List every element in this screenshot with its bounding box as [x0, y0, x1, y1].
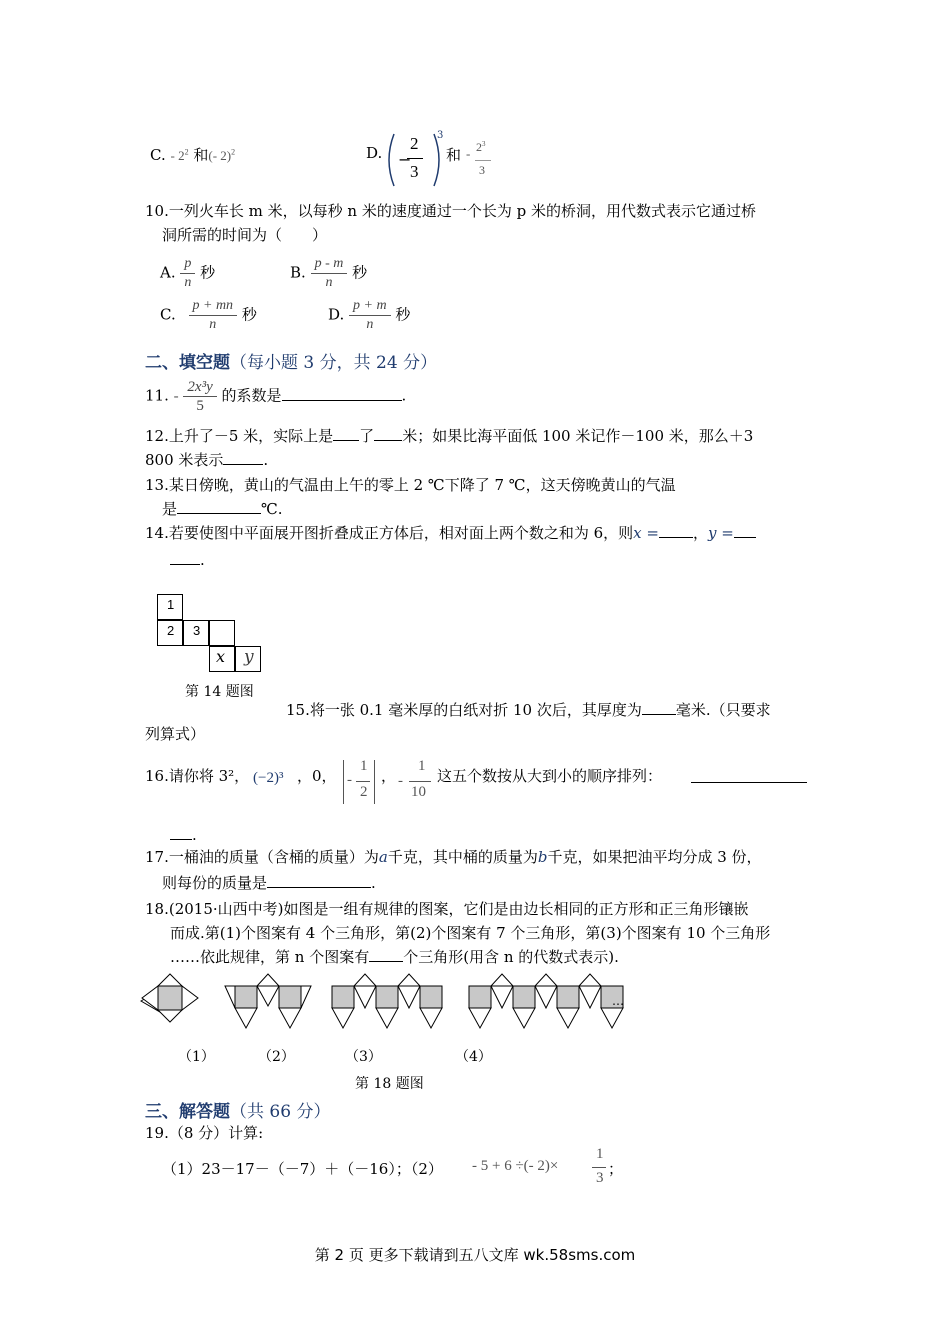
answer-blank[interactable] [223, 450, 263, 465]
frac-bar [475, 160, 491, 161]
section-title: 二、填空题 [145, 353, 230, 373]
figure-caption: 第 18 题图 [355, 1076, 424, 1092]
figure-caption: 第 14 题图 [185, 684, 254, 700]
minus-sign: - [173, 388, 179, 405]
a-variable: a [378, 848, 388, 866]
answer-blank[interactable] [170, 550, 200, 565]
net-cell-3: 3 [183, 620, 209, 646]
q10-option-a [160, 255, 215, 292]
minus-sign: - [398, 773, 403, 789]
question-text: （1）23－17－（－7）＋（－16）；（2） [162, 1160, 443, 1178]
fraction: $\frac{p - m}{n}$ [311, 255, 348, 292]
q15-line1 [286, 699, 771, 721]
section-title: 三、解答题 [145, 1102, 230, 1122]
option-label: C. [160, 305, 176, 324]
answer-blank[interactable] [691, 768, 807, 783]
q16-line2 [170, 824, 197, 846]
question-text: 千克，其中桶的质量为 [387, 848, 538, 866]
answer-blank[interactable] [374, 426, 402, 441]
period: . [263, 451, 269, 469]
q12-line2 [145, 449, 268, 471]
q10-option-b [290, 255, 367, 292]
period: . [200, 551, 205, 569]
q10-line2: 洞所需的时间为（ ） [162, 226, 328, 244]
answer-blank[interactable] [369, 947, 403, 962]
question-text: 毫米.（只要求 [675, 701, 771, 719]
period: . [401, 386, 407, 405]
frac-num: 1 [596, 1146, 604, 1162]
minus-sign: - [466, 146, 471, 161]
frac-den: 3 [596, 1170, 604, 1186]
b-variable: b [537, 848, 548, 866]
net-cell-y: y [235, 646, 261, 672]
frac-num: 1 [418, 758, 426, 774]
q17-line2 [162, 872, 376, 894]
question-text: ℃. [261, 500, 283, 518]
net-cell-1: 1 [157, 594, 183, 620]
semicolon: ； [608, 1160, 624, 1178]
page-footer [0, 1244, 950, 1265]
frac-num: 1 [360, 758, 368, 774]
q19-head: 19.（8 分）计算: [145, 1124, 264, 1142]
minus-sign: − [398, 150, 412, 169]
question-text: ……依此规律，第 n 个图案有 [170, 948, 370, 966]
footer-link[interactable]: wk.58sms.com [523, 1246, 636, 1264]
question-text: 800 米表示 [145, 451, 224, 469]
frac-den: 2 [360, 784, 368, 800]
answer-blank[interactable] [267, 873, 371, 888]
unit-text: 秒 [200, 263, 216, 282]
power-expr: (−2)³ [253, 770, 284, 786]
frac-bar [356, 781, 370, 782]
answer-blank[interactable] [333, 426, 359, 441]
ellipsis: … [612, 994, 624, 1008]
question-text: 的系数是 [221, 386, 282, 405]
and-text: 和 [446, 146, 462, 164]
question-text: 了 [359, 427, 375, 445]
frac-num: 2 [410, 134, 419, 153]
option-label: D. [366, 144, 383, 162]
q14-line1 [145, 522, 756, 544]
pattern-2 [225, 974, 311, 1028]
period: . [192, 826, 197, 844]
q10-option-d [328, 297, 410, 334]
pattern-label-2: （2） [258, 1049, 295, 1065]
unit-text: 秒 [395, 305, 411, 324]
period: . [371, 874, 376, 892]
question-text: 16.请你将 3²， [145, 767, 250, 785]
fraction: $\frac{p + m}{n}$ [349, 297, 391, 334]
math-expr: (- 2)$^2$ [208, 147, 236, 163]
pattern-label-1: （1） [178, 1049, 215, 1065]
fraction: $\frac{p + mn}{n}$ [189, 297, 238, 334]
net-cell-2: 2 [157, 620, 183, 646]
pattern-label-3: （3） [345, 1049, 382, 1065]
option-label: C. [150, 146, 166, 164]
fraction: $\frac{\text{2x³y}}{5}$ [183, 378, 216, 415]
question-text: 17.一桶油的质量（含桶的质量）为 [145, 848, 379, 866]
option-label: A. [160, 263, 176, 282]
q14-line2 [170, 549, 205, 571]
section-heading [145, 1097, 330, 1122]
frac-num: $2^3$ [476, 140, 486, 154]
question-text: 12.上升了－5 米，实际上是 [145, 427, 334, 445]
q18-line3 [170, 946, 619, 968]
question-text: 15.将一张 0.1 毫米厚的白纸对折 10 次后，其厚度为 [286, 701, 642, 719]
q11 [145, 378, 406, 415]
y-variable: y = [707, 524, 734, 542]
section-note: （每小题 3 分，共 24 分） [230, 353, 438, 373]
section-note: （共 66 分） [230, 1102, 331, 1122]
pattern-3 [332, 974, 442, 1028]
q12-line1 [145, 425, 753, 447]
option-label: B. [290, 263, 306, 282]
minus-sign: - [347, 772, 352, 788]
question-text: 个三角形(用含 n 的代数式表示). [403, 948, 619, 966]
q18-line1: 18.(2015·山西中考)如图是一组有规律的图案，它们是由边长相同的正方形和正三角形镶嵌 [145, 900, 749, 918]
question-text: 这五个数按从大到小的顺序排列： [437, 767, 663, 785]
frac-den: 3 [410, 162, 419, 181]
unit-text: 秒 [241, 305, 257, 324]
answer-blank[interactable] [282, 386, 402, 401]
pattern-label-4: （4） [455, 1049, 492, 1065]
frac-bar [409, 781, 431, 782]
and-text: 和 [193, 146, 209, 164]
abs-bar-right [374, 760, 375, 804]
question-text: 14.若要使图中平面展开图折叠成正方体后，相对面上两个数之和为 6，则 [145, 524, 634, 542]
question-text: ，0， [297, 767, 337, 785]
frac-bar [407, 158, 423, 159]
pattern-figure [140, 972, 640, 1034]
question-number: 11. [145, 386, 169, 405]
q9-option-c [150, 144, 235, 165]
fraction: $\frac{p}{n}$ [180, 255, 195, 292]
math-expr: - 5 + 6 ÷(- 2)× [472, 1158, 559, 1174]
question-text: 千克，如果把油平均分成 3 份， [547, 848, 762, 866]
q13-line1: 13.某日傍晚，黄山的气温由上午的零上 2 ℃下降了 7 ℃，这天傍晚黄山的气温 [145, 476, 676, 494]
q13-line2 [162, 498, 283, 520]
answer-blank[interactable] [170, 825, 192, 840]
q10-option-c [160, 297, 257, 334]
q17-line1 [145, 846, 762, 868]
frac-den: 3 [479, 163, 485, 177]
answer-blank[interactable] [177, 499, 261, 514]
unit-text: 秒 [352, 263, 368, 282]
net-cell-x: x [209, 646, 235, 672]
answer-blank[interactable] [642, 700, 676, 715]
footer-text: 第 2 页 更多下载请到五八文库 [314, 1246, 519, 1264]
option-label: D. [328, 305, 345, 324]
abs-bar-left [343, 760, 344, 804]
answer-blank[interactable] [659, 523, 693, 538]
x-variable: x = [633, 524, 659, 542]
net-cell-empty [209, 620, 235, 646]
comma: ， [692, 524, 708, 542]
question-text: 米；如果比海平面低 100 米记作－100 米，那么＋3 [402, 427, 754, 445]
section-heading [145, 348, 437, 373]
pattern-4 [469, 974, 623, 1028]
q18-line2: 而成.第(1)个图案有 4 个三角形，第(2)个图案有 7 个三角形，第(3)个图案有 10 个三角形 [170, 924, 771, 942]
exponent: 3 [437, 130, 444, 141]
pattern-1 [141, 974, 198, 1022]
answer-blank[interactable] [734, 523, 756, 538]
frac-den: 10 [411, 784, 426, 800]
frac-bar [592, 1167, 606, 1168]
question-text: 是 [162, 500, 178, 518]
q15-line2: 列算式） [145, 725, 206, 743]
question-text: 则每份的质量是 [162, 874, 268, 892]
comma: ， [381, 767, 397, 785]
math-expr: - $2^2$ [170, 147, 189, 163]
q10-line1: 10.一列火车长 m 米，以每秒 n 米的速度通过一个长为 p 米的桥洞，用代数式表示它通过桥 [145, 202, 756, 220]
